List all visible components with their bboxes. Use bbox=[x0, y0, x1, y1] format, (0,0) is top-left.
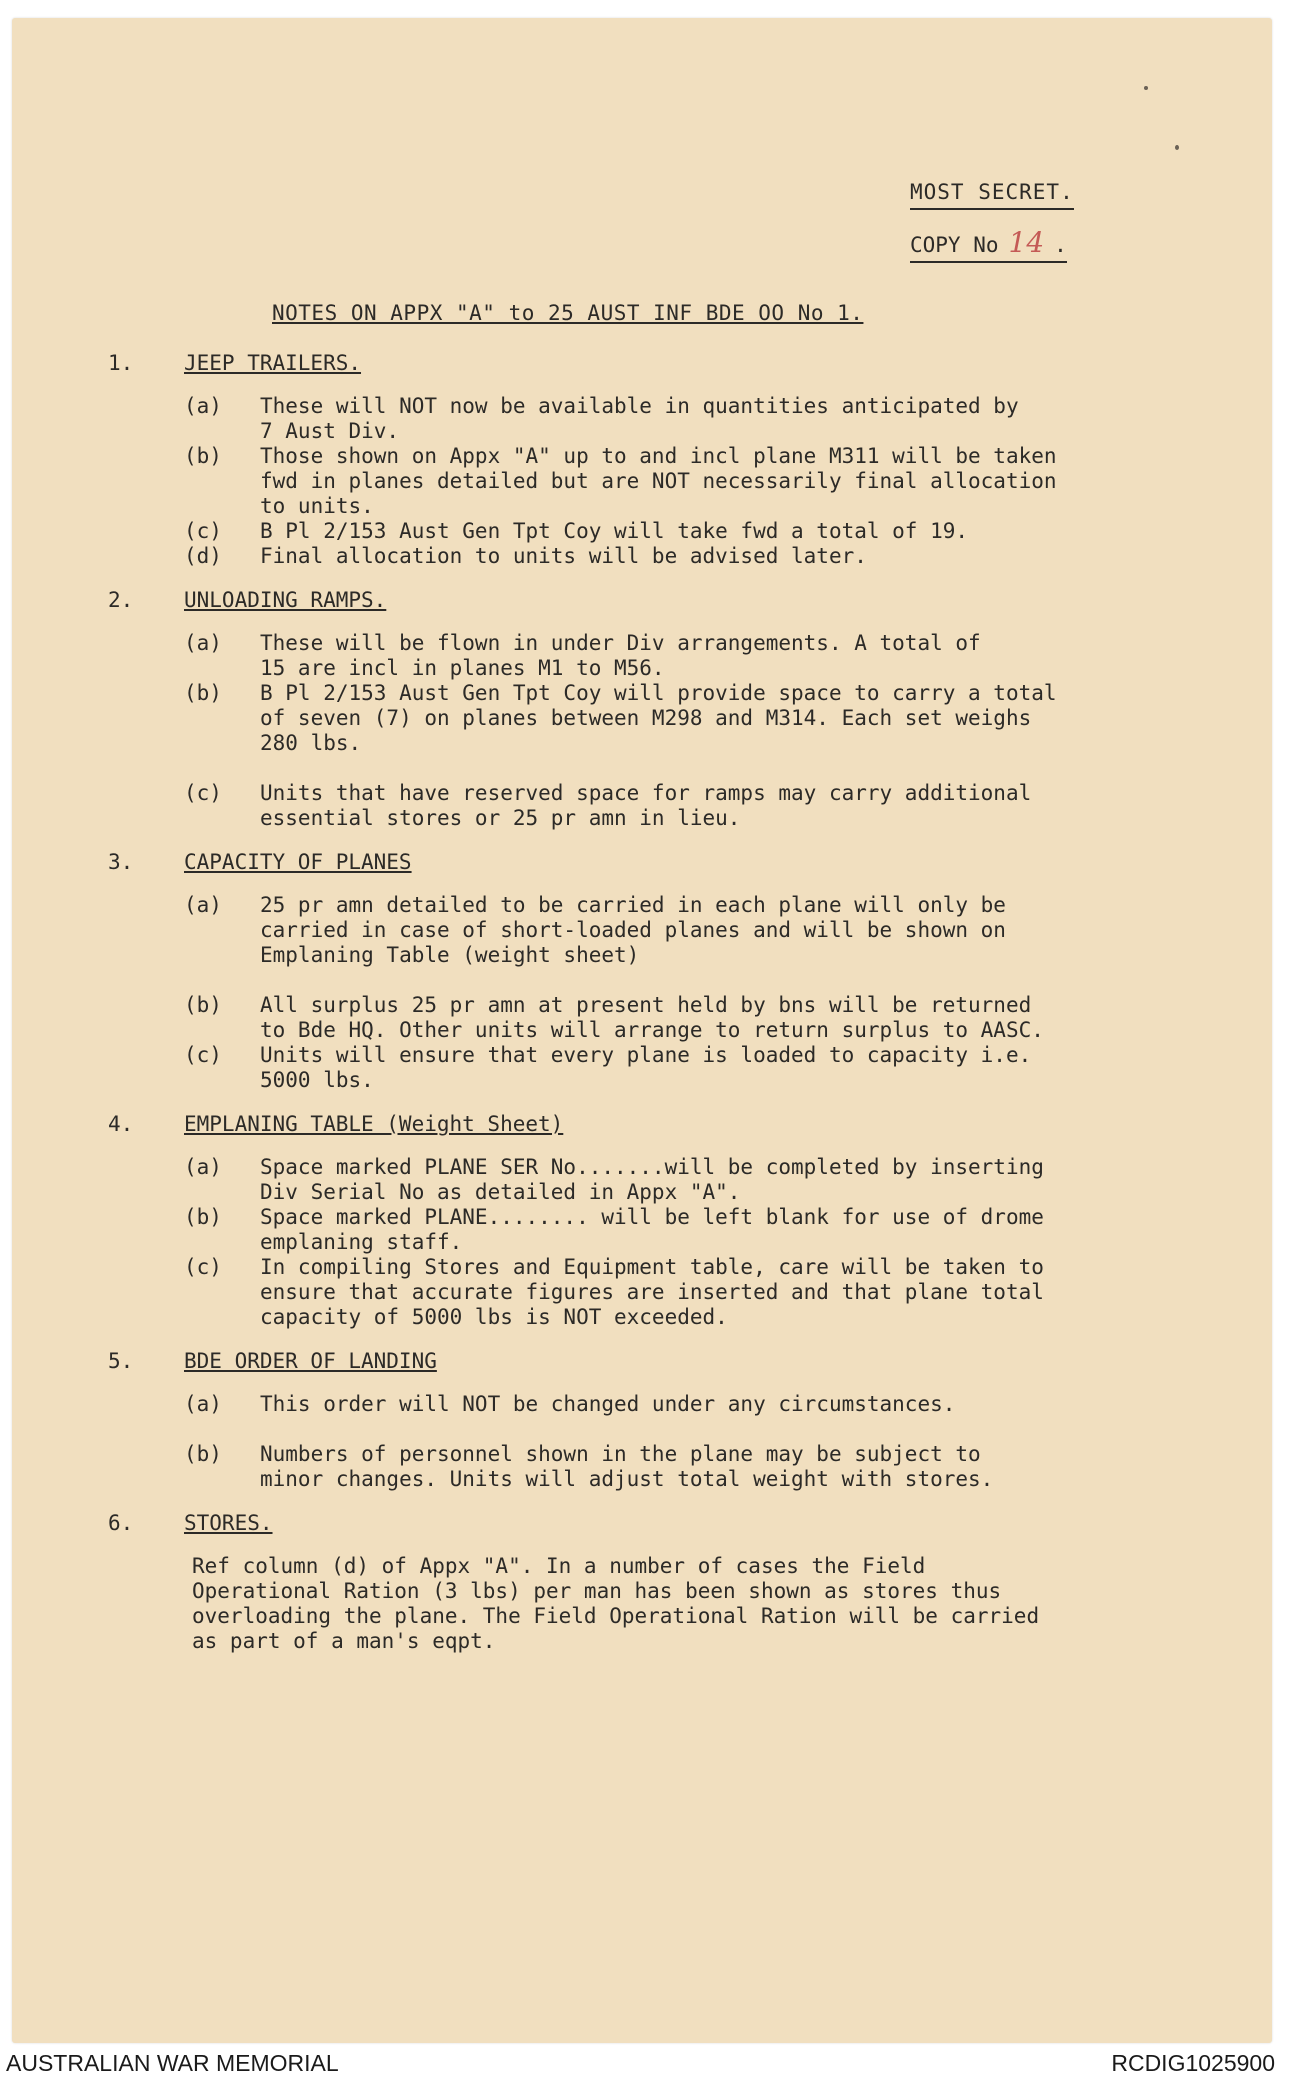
section-jeep-trailers bbox=[108, 350, 1248, 569]
list-item bbox=[108, 781, 1248, 831]
archive-id: RCDIG1025900 bbox=[1111, 2050, 1275, 2076]
item-label: (b) bbox=[184, 993, 222, 1017]
section-title: EMPLANING TABLE (Weight Sheet) bbox=[184, 1112, 564, 1136]
pin-hole bbox=[1144, 86, 1148, 90]
section-unloading-ramps bbox=[108, 587, 1248, 831]
item-text: These will be flown in under Div arrangements. A total of 15 are incl in planes M1 to M56. bbox=[260, 631, 981, 680]
item-label: (a) bbox=[184, 1155, 222, 1179]
item-label: (c) bbox=[184, 1043, 222, 1067]
classification-marking bbox=[910, 178, 1074, 210]
item-text: Space marked PLANE SER No.......will be completed by inserting Div Serial No as detailed in Appx "A". bbox=[260, 1155, 1044, 1204]
section-stores bbox=[108, 1510, 1248, 1654]
section-number: 1. bbox=[108, 351, 134, 375]
section-emplaning-table bbox=[108, 1111, 1248, 1330]
list-item bbox=[108, 544, 1248, 569]
copy-label: COPY No bbox=[910, 233, 999, 257]
item-text: Those shown on Appx "A" up to and incl plane M311 will be taken fwd in planes detailed but are NOT necessarily final allocation to units. bbox=[260, 444, 1057, 518]
item-text: 25 pr amn detailed to be carried in each plane will only be carried in case of short-loaded planes and will be shown on Emplaning Table (weight sheet) bbox=[260, 893, 1006, 967]
item-text: Final allocation to units will be advised later. bbox=[260, 544, 867, 568]
list-item bbox=[108, 444, 1248, 519]
section-title: STORES. bbox=[184, 1511, 273, 1535]
list-item bbox=[108, 1255, 1248, 1330]
item-text: In compiling Stores and Equipment table, care will be taken to ensure that accurate figures are inserted and that plane total capacity of 5000 lbs is NOT exceeded. bbox=[260, 1255, 1044, 1329]
pin-hole bbox=[1175, 145, 1179, 150]
item-label: (c) bbox=[184, 1255, 222, 1279]
copy-number-line: COPY No 14 . bbox=[910, 226, 1067, 263]
section-number: 2. bbox=[108, 588, 134, 612]
classification-text: MOST SECRET. bbox=[910, 178, 1074, 210]
item-label: (b) bbox=[184, 1442, 222, 1466]
section-number: 3. bbox=[108, 850, 134, 874]
item-text: Units will ensure that every plane is loaded to capacity i.e. 5000 lbs. bbox=[260, 1043, 1032, 1092]
section-bde-order-of-landing bbox=[108, 1348, 1248, 1492]
item-label: (a) bbox=[184, 631, 222, 655]
section-number: 5. bbox=[108, 1349, 134, 1373]
section-title: UNLOADING RAMPS. bbox=[184, 588, 387, 612]
item-text: Space marked PLANE........ will be left blank for use of drome emplaning staff. bbox=[260, 1205, 1044, 1254]
item-text: These will NOT now be available in quantities anticipated by 7 Aust Div. bbox=[260, 394, 1019, 443]
list-item bbox=[108, 1155, 1248, 1205]
list-item bbox=[108, 1205, 1248, 1255]
section-title: BDE ORDER OF LANDING bbox=[184, 1349, 437, 1373]
section-title: CAPACITY OF PLANES bbox=[184, 850, 412, 874]
list-item bbox=[108, 1392, 1248, 1417]
list-item bbox=[108, 394, 1248, 444]
section-title: JEEP TRAILERS. bbox=[184, 351, 362, 375]
item-text: B Pl 2/153 Aust Gen Tpt Coy will take fwd a total of 19. bbox=[260, 519, 969, 543]
item-label: (d) bbox=[184, 544, 222, 568]
item-text: All surplus 25 pr amn at present held by bns will be returned to Bde HQ. Other units will arrange to return surplus to AASC. bbox=[260, 993, 1044, 1042]
archive-footer bbox=[0, 2048, 1289, 2082]
item-label: (c) bbox=[184, 519, 222, 543]
item-label: (a) bbox=[184, 394, 222, 418]
section-number: 4. bbox=[108, 1112, 134, 1136]
section-number: 6. bbox=[108, 1511, 134, 1535]
list-item bbox=[108, 993, 1248, 1043]
archive-name: AUSTRALIAN WAR MEMORIAL bbox=[6, 2050, 339, 2076]
list-item bbox=[108, 631, 1248, 681]
item-label: (b) bbox=[184, 444, 222, 468]
item-text: Numbers of personnel shown in the plane may be subject to minor changes. Units will adjust total weight with stores. bbox=[260, 1442, 994, 1491]
item-text: This order will NOT be changed under any circumstances. bbox=[260, 1392, 956, 1416]
list-item bbox=[108, 519, 1248, 544]
item-text: Units that have reserved space for ramps may carry additional essential stores or 25 pr amn in lieu. bbox=[260, 781, 1032, 830]
section-capacity-of-planes bbox=[108, 849, 1248, 1093]
copy-number-handwritten: 14 bbox=[1008, 226, 1045, 259]
list-item bbox=[108, 681, 1248, 756]
list-item bbox=[108, 893, 1248, 968]
item-text: B Pl 2/153 Aust Gen Tpt Coy will provide space to carry a total of seven (7) on planes between M298 and M314. Each set weighs 280 lbs. bbox=[260, 681, 1057, 755]
list-item bbox=[108, 1442, 1248, 1492]
item-label: (b) bbox=[184, 1205, 222, 1229]
item-label: (b) bbox=[184, 681, 222, 705]
list-item bbox=[108, 1043, 1248, 1093]
item-label: (a) bbox=[184, 1392, 222, 1416]
item-label: (a) bbox=[184, 893, 222, 917]
notes-body bbox=[108, 350, 1248, 1672]
section-paragraph: Ref column (d) of Appx "A". In a number of cases the Field Operational Ration (3 lbs) per man has been shown as stores thus overloading the plane. The Field Operational Ration will be carried as part of a man's eqpt. bbox=[192, 1554, 1040, 1653]
document-title: NOTES ON APPX "A" to 25 AUST INF BDE OO No 1. bbox=[272, 301, 864, 325]
item-label: (c) bbox=[184, 781, 222, 805]
